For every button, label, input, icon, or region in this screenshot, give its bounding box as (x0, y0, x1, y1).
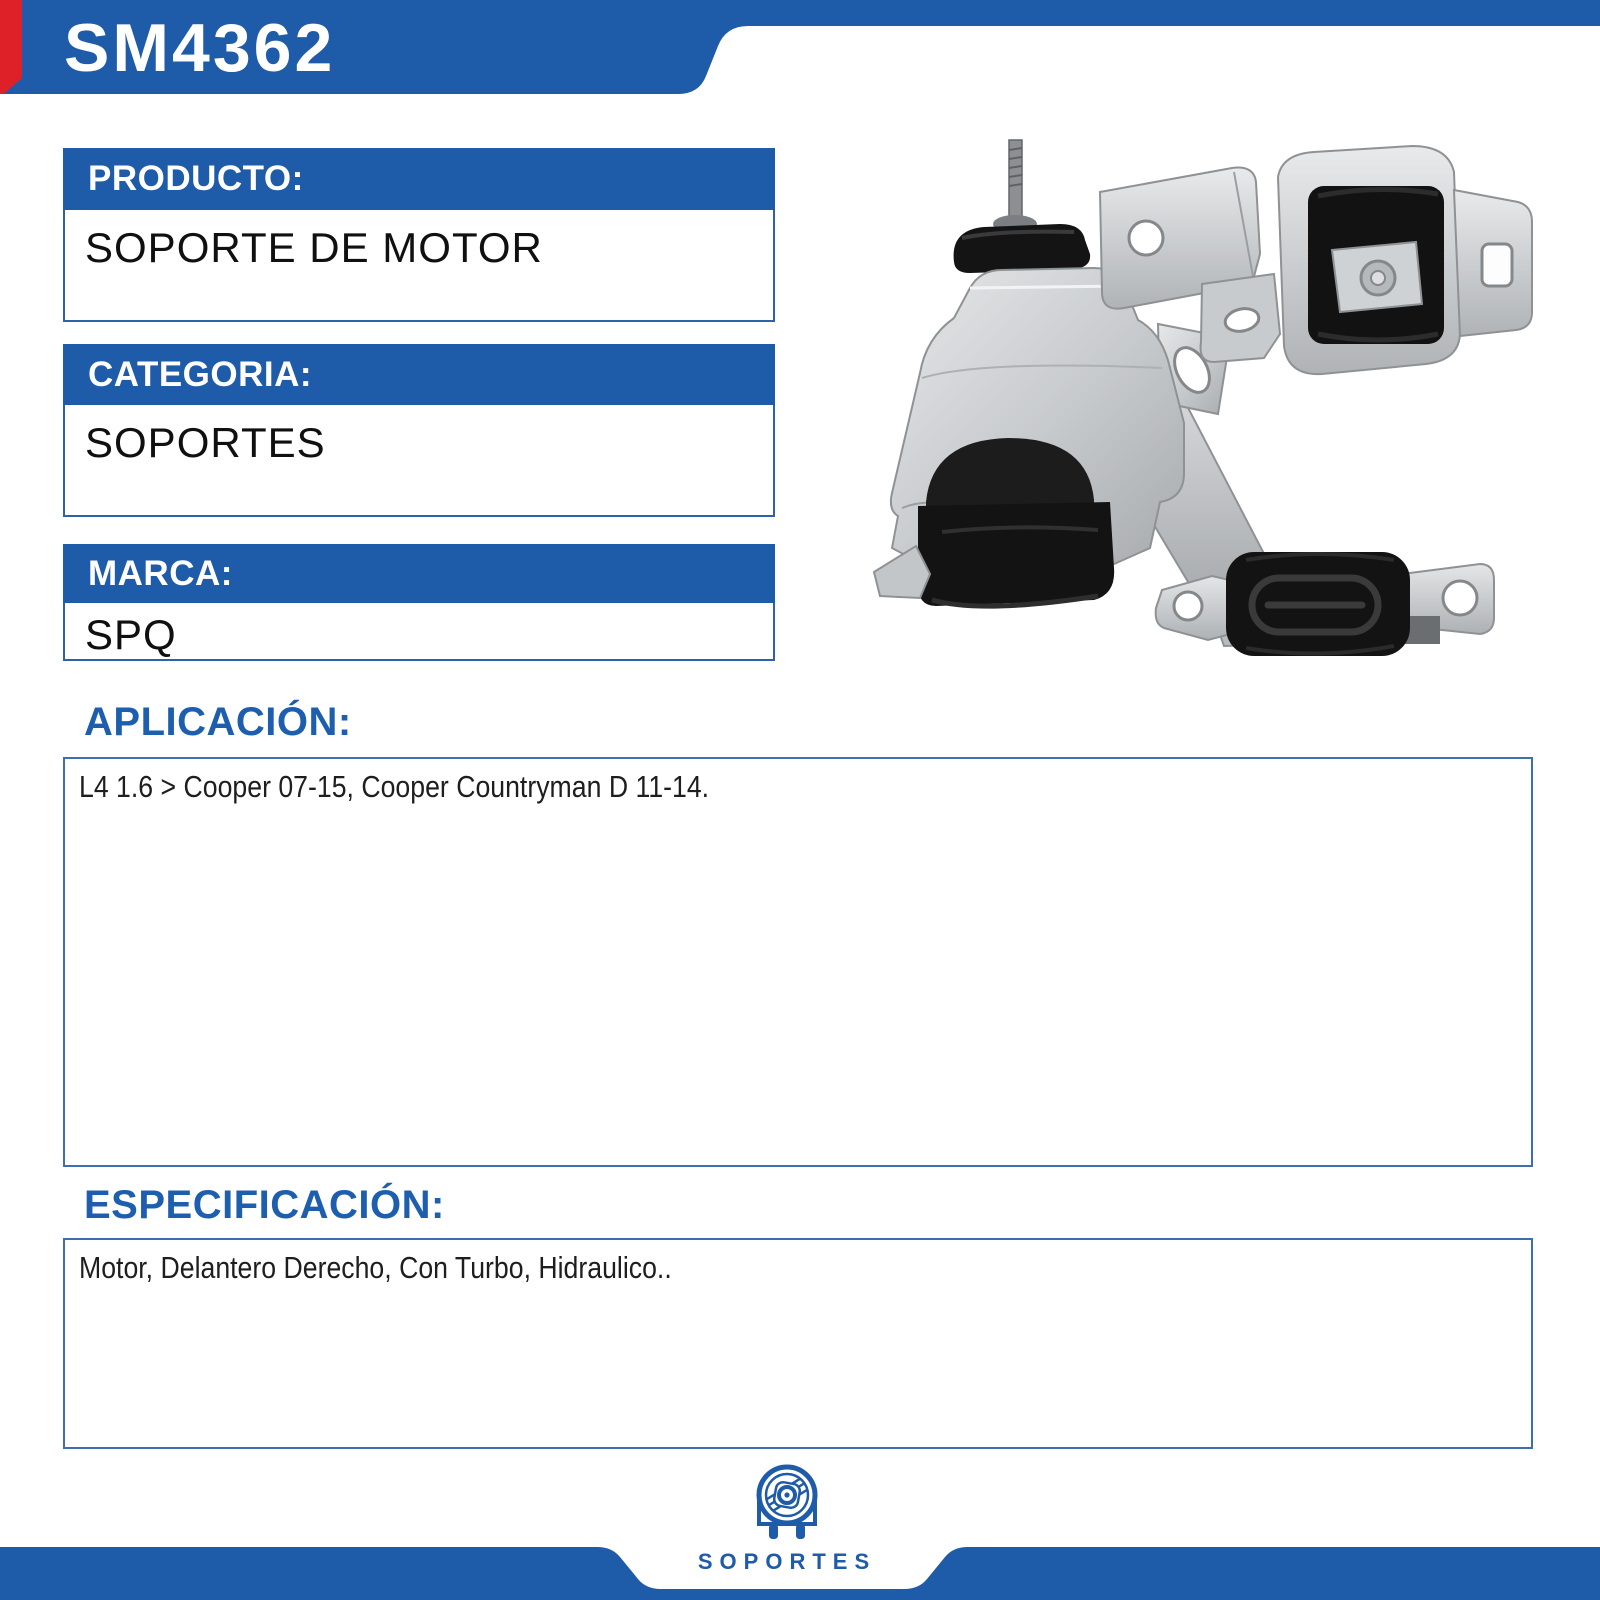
categoria-box (63, 344, 775, 517)
categoria-value: SOPORTES (63, 405, 775, 517)
red-accent-bar (0, 0, 22, 94)
engine-mount-wheel-icon (745, 1458, 829, 1546)
marca-value: SPQ (63, 603, 775, 661)
marca-box (63, 544, 775, 661)
aplicacion-title: APLICACIÓN: (84, 700, 352, 744)
especificacion-box (63, 1238, 1533, 1449)
footer-soportes-label: SOPORTES (697, 1549, 877, 1574)
marca-label: MARCA: (63, 544, 775, 603)
producto-box (63, 148, 775, 322)
part-number: SM4362 (64, 10, 336, 86)
categoria-label: CATEGORIA: (63, 344, 775, 405)
especificacion-title: ESPECIFICACIÓN: (84, 1183, 445, 1227)
especificacion-text: Motor, Delantero Derecho, Con Turbo, Hidraulico.. (79, 1250, 672, 1285)
aplicacion-box (63, 757, 1533, 1167)
producto-label: PRODUCTO: (63, 148, 775, 210)
producto-value: SOPORTE DE MOTOR (63, 210, 775, 322)
engine-mount-bottom-photo (1150, 538, 1500, 665)
engine-mount-top-bracket-photo (1082, 132, 1547, 424)
aplicacion-text: L4 1.6 > Cooper 07-15, Cooper Countryman D 11-14. (79, 769, 710, 804)
